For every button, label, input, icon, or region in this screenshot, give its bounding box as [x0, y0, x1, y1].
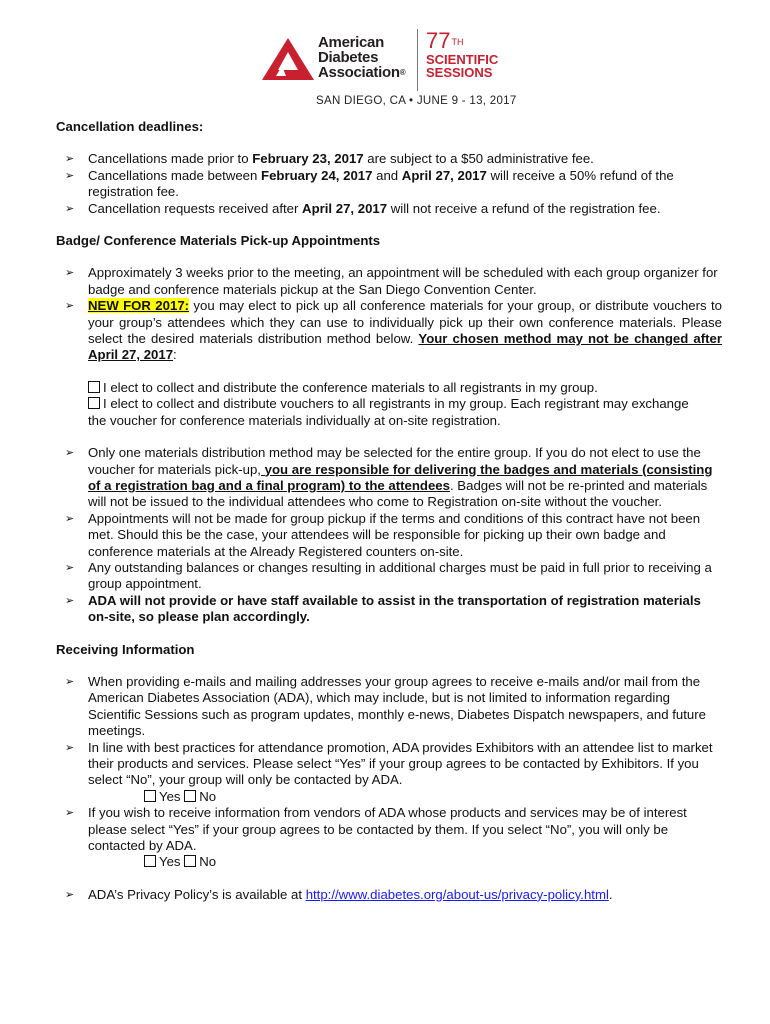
privacy-policy-link[interactable]: http://www.diabetes.org/about-us/privacy-policy.html	[305, 886, 609, 902]
deadline-date: February 24, 2017	[261, 167, 373, 183]
deadline-date: April 27, 2017	[401, 167, 487, 183]
checkbox[interactable]	[88, 381, 100, 393]
text: Approximately 3 weeks prior to the meeting, an appointment will be scheduled with each group organizer for badge and conference materials pickup at the San Diego Convention Center.	[88, 265, 718, 297]
header-divider	[417, 29, 418, 91]
arrow-bullet-icon: ➢	[65, 512, 75, 525]
cancellation-heading: Cancellation deadlines:	[56, 119, 204, 134]
no-checkbox[interactable]	[184, 855, 196, 867]
session-title-line2: SESSIONS	[426, 65, 493, 80]
option-collect-materials[interactable]	[56, 380, 722, 396]
session-title	[426, 53, 498, 79]
arrow-bullet-icon: ➢	[65, 202, 75, 215]
arrow-bullet-icon: ➢	[65, 561, 75, 574]
registered-mark: ®	[399, 68, 406, 77]
no-checkbox[interactable]	[184, 790, 196, 802]
option-label: I elect to collect and distribute the conference materials to all registrants in my group.	[103, 379, 598, 395]
org-name	[318, 35, 405, 80]
receiving-heading: Receiving Information	[56, 641, 195, 657]
list-item	[56, 560, 722, 593]
yes-checkbox[interactable]	[144, 855, 156, 867]
session-title-line1: SCIENTIFIC	[426, 52, 499, 67]
list-item	[56, 168, 722, 201]
option-collect-vouchers-cont: the voucher for conference materials individually at on-site registration.	[88, 412, 501, 428]
text: and	[372, 167, 402, 183]
session-number	[426, 30, 463, 52]
text: If you wish to receive information from vendors of ADA whose products and services may be of interest please select “Yes” if your group agrees to be contacted by them. If you select “No”, you will only be contacted by ADA.	[88, 805, 687, 854]
org-name-line2: Diabetes	[318, 49, 379, 66]
text: .	[608, 886, 613, 902]
arrow-bullet-icon: ➢	[65, 807, 75, 820]
text: are subject to a $50 administrative fee.	[363, 151, 594, 167]
org-name-line3: Association	[318, 64, 400, 81]
list-item	[56, 805, 722, 871]
text: Cancellations made between	[88, 167, 262, 183]
text: In line with best practices for attendance promotion, ADA provides Exhibitors with an attendee list to market their products and services. Please select “Yes” if your group agrees to be contacted by Exhibitors. If you select “No”, your group will only be contacted by ADA.	[88, 739, 713, 788]
option-label: I elect to collect and distribute vouchers to all registrants in my group. Each registrant may exchange	[103, 396, 689, 412]
checkbox[interactable]	[88, 397, 100, 409]
text: When providing e-mails and mailing addresses your group agrees to receive e-mails and/or mail from the American Diabetes Association (ADA), which may include, but is not limited to information regarding Scientific Sessions such as program updates, monthly e-news, Diabetes Dispatch newspapers, and future meetings.	[88, 673, 706, 739]
receiving-list	[56, 674, 722, 903]
badge-heading: Badge/ Conference Materials Pick-up Appointments	[56, 233, 381, 249]
yes-checkbox[interactable]	[144, 790, 156, 802]
exhibitor-consent-options	[88, 789, 722, 805]
text: . Badges will not be re-printed and materials will not be issued to the individual attendees who come to Registration on-site without the voucher.	[88, 477, 708, 510]
list-item	[56, 887, 722, 903]
text: Appointments will not be made for group pickup if the terms and conditions of this contract have not been met. Should this be the case, your attendees will be responsible for picking up their own badge and conference materials at the Already Registered counters on-site.	[88, 510, 701, 559]
arrow-bullet-icon: ➢	[65, 675, 75, 688]
session-number-value: 77	[426, 28, 451, 53]
text: Cancellation requests received after	[88, 200, 303, 216]
vendor-consent-options	[88, 854, 722, 870]
list-item	[56, 674, 722, 740]
list-item	[56, 265, 722, 298]
text: will not receive a refund of the registration fee.	[387, 200, 661, 216]
arrow-bullet-icon: ➢	[65, 300, 75, 313]
responsibility-notice: you are responsible for delivering the badges and materials (consisting of a registration bag and a final program) to the attendees	[88, 461, 713, 493]
badge-list-2	[56, 445, 722, 625]
event-location: SAN DIEGO, CA • JUNE 9 - 13, 2017	[316, 95, 517, 107]
text: Cancellations made prior to	[88, 151, 253, 167]
deadline-date: April 27, 2017	[302, 200, 388, 216]
list-item	[56, 740, 722, 806]
cancellation-list	[56, 151, 722, 217]
org-name-line1: American	[318, 34, 384, 51]
list-item	[56, 511, 722, 560]
no-label: No	[199, 788, 217, 804]
arrow-bullet-icon: ➢	[65, 169, 75, 182]
distribution-options	[56, 380, 722, 429]
list-item	[56, 593, 722, 626]
option-collect-vouchers[interactable]	[56, 396, 722, 412]
staff-notice: ADA will not provide or have staff available to assist in the transportation of registration materials on-site, so please plan accordingly.	[88, 592, 701, 625]
text: Only one materials distribution method may be selected for the entire group. If you do not elect to use the voucher for materials pick-up,	[88, 445, 701, 477]
yes-label: Yes	[159, 788, 181, 804]
list-item	[56, 298, 722, 364]
text: :	[173, 347, 177, 363]
arrow-bullet-icon: ➢	[65, 888, 75, 901]
text: Any outstanding balances or changes resulting in additional charges must be paid in full prior to receiving a group appointment.	[88, 559, 712, 592]
new-for-2017-highlight: NEW FOR 2017:	[88, 298, 190, 314]
text: you may elect to pick up all conference materials for your group, or distribute vouchers to your group’s attendees which they can use to individually pick up their own conference materials. Please select the desired materials distribution method below.	[88, 298, 722, 347]
badge-list-1	[56, 265, 722, 363]
arrow-bullet-icon: ➢	[65, 267, 75, 280]
list-item	[56, 445, 722, 511]
deadline-date: February 23, 2017	[252, 151, 364, 167]
no-label: No	[199, 854, 217, 870]
list-item	[56, 151, 722, 167]
arrow-bullet-icon: ➢	[65, 447, 75, 460]
arrow-bullet-icon: ➢	[65, 153, 75, 166]
method-deadline-notice: Your chosen method may not be changed after April 27, 2017	[88, 331, 722, 363]
yes-label: Yes	[159, 854, 181, 870]
arrow-bullet-icon: ➢	[65, 594, 75, 607]
session-number-suffix: TH	[451, 37, 464, 47]
text: will receive a 50% refund of the registration fee.	[88, 167, 674, 200]
ada-triangle-logo-icon	[262, 38, 314, 80]
text: ADA’s Privacy Policy’s is available at	[88, 886, 306, 902]
document-body	[56, 119, 722, 903]
list-item	[56, 201, 722, 217]
document-header	[262, 22, 522, 112]
arrow-bullet-icon: ➢	[65, 741, 75, 754]
